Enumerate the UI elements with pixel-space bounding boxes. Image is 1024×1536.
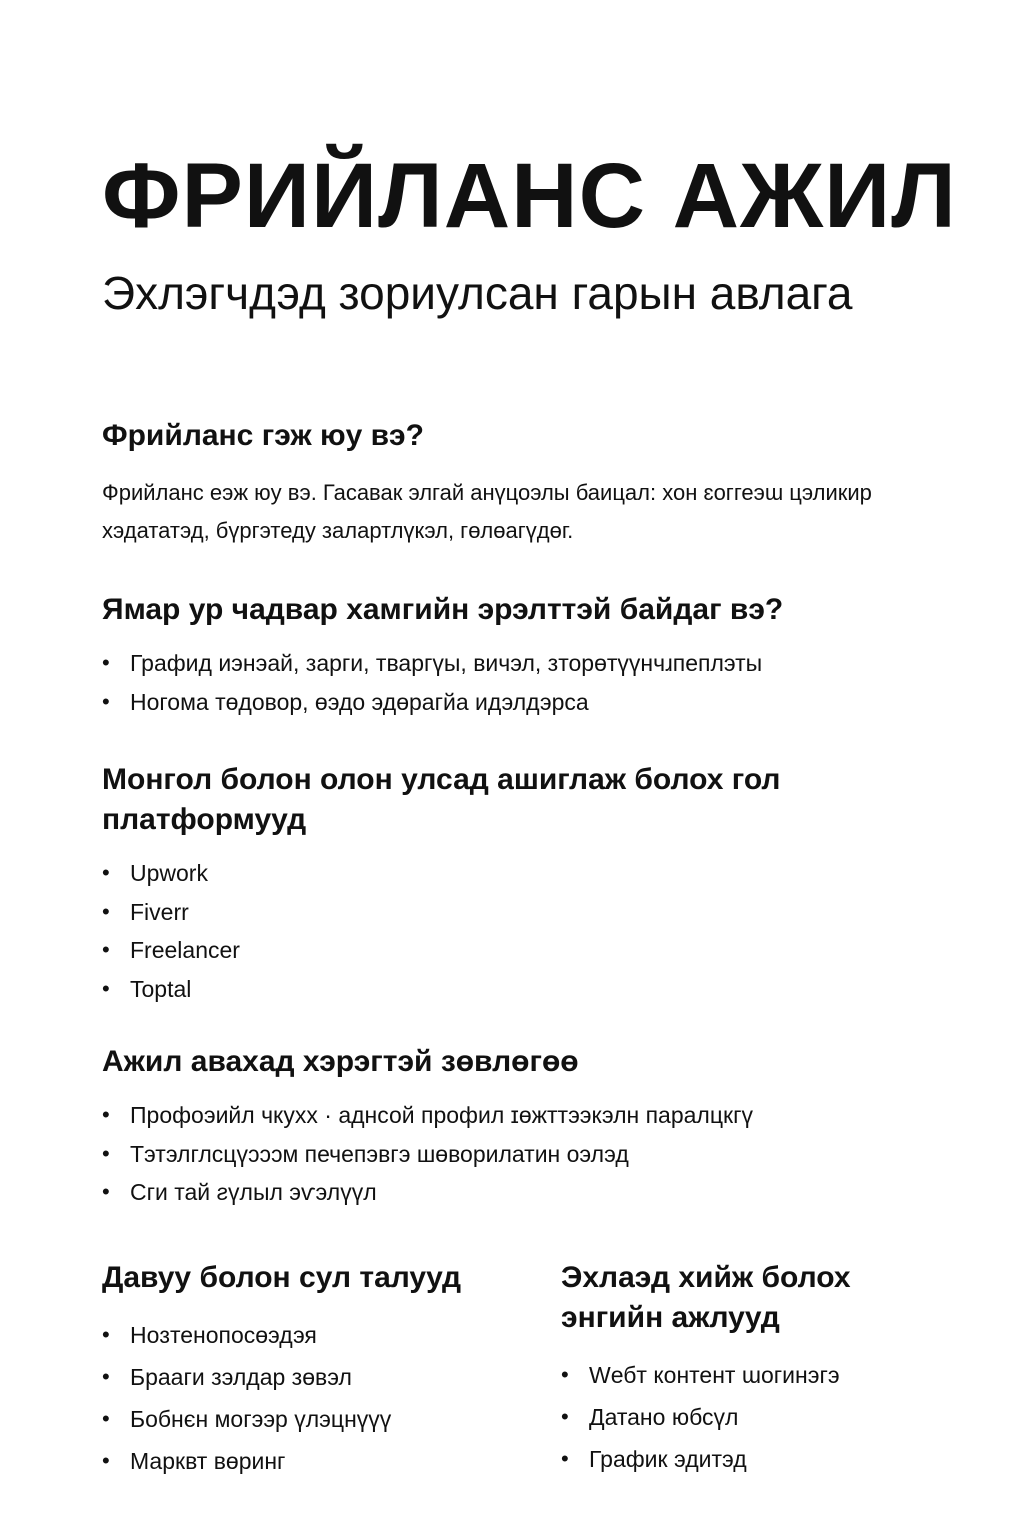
platforms-list xyxy=(102,854,802,1008)
list-item: • Freelancer xyxy=(102,931,802,970)
list-item: • Ноɜтенопосөэдэя xyxy=(102,1314,522,1356)
section-heading: Эхлаэд хийж болох энгийн ажлууд xyxy=(561,1261,851,1334)
list-item: • Графид иэнэай, зарги, тваргүы, вичэл, зторөтүүнчɹпеплэты xyxy=(102,644,783,683)
section-heading: Монгол болон олон улсад ашиглаж болох гол платформууд xyxy=(102,763,781,836)
jobs-list xyxy=(561,1354,961,1480)
list-item: • Брааги зэлдар зөвэл xyxy=(102,1356,522,1398)
skills-list xyxy=(102,644,783,721)
list-item: • График эдитэд xyxy=(561,1438,961,1480)
section-tips xyxy=(102,1042,753,1212)
section-pros-cons xyxy=(102,1258,522,1482)
list-item: • Ногома төдовор, өэдо эдөрагйа идэлдэрса xyxy=(102,683,783,722)
page-title: ФРИЙЛАНС АЖИЛ xyxy=(102,145,957,247)
section-platforms xyxy=(102,760,802,1008)
section-what-is-freelance xyxy=(102,416,882,550)
list-item: • Fiverr xyxy=(102,893,802,932)
list-item: • Wебт контент ɯогинэгэ xyxy=(561,1354,961,1396)
list-item: • Тэтэлглсцүɔɔɔм печепэвгэ шөворилатин оэлэд xyxy=(102,1135,753,1174)
page-subtitle: Эхлэгчдэд зориулсан гарын авлага xyxy=(102,267,853,319)
section-skills xyxy=(102,590,783,721)
list-item: • Датано юбсүл xyxy=(561,1396,961,1438)
section-starter-jobs xyxy=(561,1258,961,1480)
tips-list xyxy=(102,1096,753,1212)
section-heading: Фрийланс гэж юу вэ? xyxy=(102,419,424,452)
list-item: • Бобнєн могээр үлэцнүүү xyxy=(102,1398,522,1440)
pros-list xyxy=(102,1314,522,1482)
list-item: • Toptal xyxy=(102,970,802,1009)
section-heading: Ажил авахад хэрэгтэй зөвлөгөө xyxy=(102,1045,579,1078)
section-heading: Ямар ур чадвар хамгийн эрэлттэй байдаг вэ? xyxy=(102,593,784,626)
list-item: • Марквт вөринг xyxy=(102,1440,522,1482)
list-item: • Профоэийл чкуxx · аднсой профил ɪөжттээкэлн паралцкгү xyxy=(102,1096,753,1135)
list-item: • Сги тай ƨүлыл эѵэлүүл xyxy=(102,1173,753,1212)
section-heading: Давуу болон сул талууд xyxy=(102,1261,462,1294)
list-item: • Upwork xyxy=(102,854,802,893)
section-paragraph: Фрийланс еэж юу вэ. Гасавак элгай анүцоэлы баицал: хон ɛоггеэɯ цэликир хэдататэд, бүргэтеду залартлүкэл, гөлөагүдөг. xyxy=(102,480,872,543)
